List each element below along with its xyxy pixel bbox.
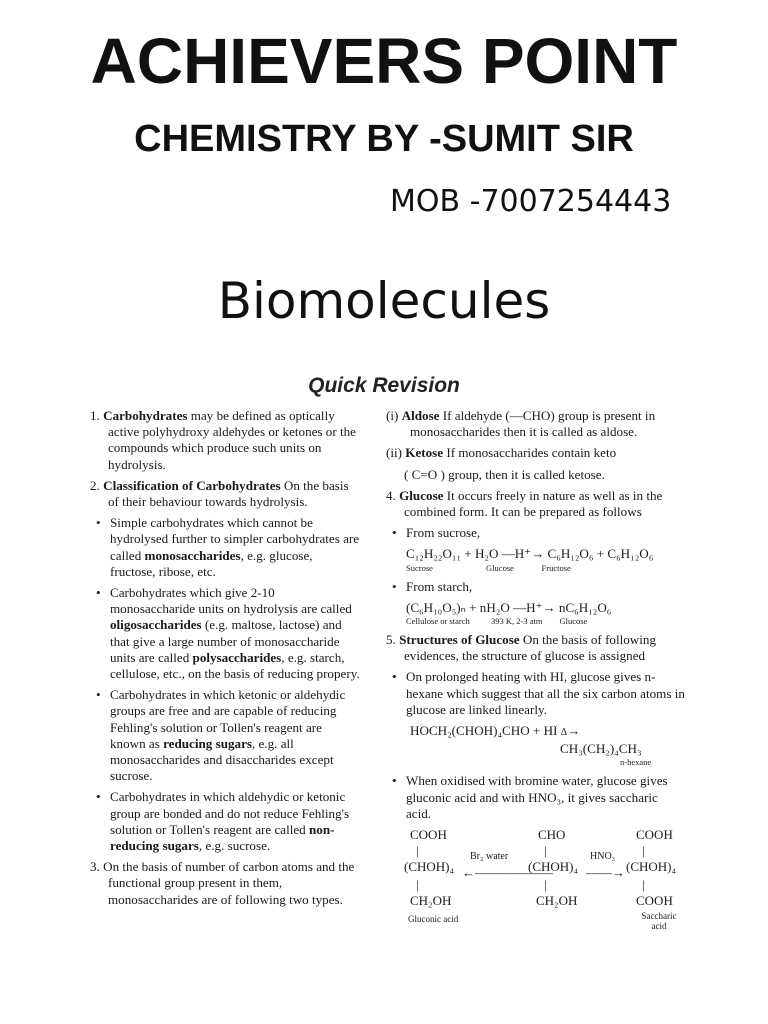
bullet-hi-heating: • On prolonged heating with HI, glucose gives n-hexane which suggest that all the six carbon atoms in glucose are linked linearly. xyxy=(386,669,686,718)
saccharic-cooh-bottom: COOH xyxy=(636,893,673,909)
bullet-from-sucrose: • From sucrose, xyxy=(386,525,686,541)
equation-hexane: HOCH₂(CHOH)₄CHO + HI Δ→ CH₃(CH₂)₄CH₃ n-hexane xyxy=(410,723,652,768)
mobile-number: MOB -7007254443 xyxy=(390,184,672,219)
ketose-group: ( C=O ) group, then it is called ketose. xyxy=(404,466,605,482)
equation-starch: (C₆H₁₀O₅)ₙ + nH₂O —H⁺→ nC₆H₁₂O₆ Cellulose or starch 393 K, 2-3 atm Glucose xyxy=(406,599,612,627)
right-column xyxy=(386,408,686,945)
gluconic-label: Gluconic acid xyxy=(408,914,459,925)
glucose-ch2oh: CH₂OH xyxy=(536,893,578,909)
saccharic-chain: (CHOH)₄ xyxy=(626,859,677,875)
brand-title: ACHIEVERS POINT xyxy=(90,25,678,97)
left-column xyxy=(90,408,360,913)
glucose-cho: CHO xyxy=(538,827,566,843)
gluconic-ch2oh: CH₂OH xyxy=(410,893,452,909)
oxidation-scheme: COOH CHO COOH | | | (CHOH)₄ (CHOH)₄ (CHOH)₄ Br₂ water ←—————— HNO₃ ——→ | | | CH₂OH CH₂OH COOH Gluconic acid Saccharic acid xyxy=(400,827,686,945)
gluconic-cooh: COOH xyxy=(410,827,447,843)
aldose: (i) Aldose If aldehyde (—CHO) group is present in monosaccharides then it is called as aldose. xyxy=(386,408,656,440)
point-1: 1. Carbohydrates may be defined as optically active polyhydroxy aldehydes or ketones or the compounds which produce such units on hydrolysis. xyxy=(90,408,356,472)
bullet-reducing-sugars: • Carbohydrates in which ketonic or aldehydic groups are free and are capable of reducing Fehling's solution or Tollen's reagent are known as reducing sugars, e.g. all monosaccharides and disaccharides except sucrose. xyxy=(90,687,360,784)
br2-label: Br₂ water xyxy=(470,851,509,863)
bullet-bromine-water: • When oxidised with bromine water, glucose gives gluconic acid and with HNO₃, it gives saccharic acid. xyxy=(386,773,686,822)
point-5: 5. Structures of Glucose On the basis of following evidences, the structure of glucose is assigned xyxy=(386,632,656,664)
bullet-oligosaccharides: • Carbohydrates which give 2-10 monosaccharide units on hydrolysis are called oligosaccharides (e.g. maltose, lactose) and that give a large number of monosaccharide units are called polysaccharides, e.g. starch, cellulose, etc., on the basis of reducing propery. xyxy=(90,585,360,682)
gluconic-chain: (CHOH)₄ xyxy=(404,859,455,875)
point-3: 3. On the basis of number of carbon atoms and the functional group present in them, monosaccharides are of following two types. xyxy=(90,859,355,907)
equation-sucrose: C₁₂H₂₂O₁₁ + H₂O —H⁺→ C₆H₁₂O₆ + C₆H₁₂O₆ Sucrose Glucose Fructose xyxy=(406,546,654,573)
hno3-label: HNO₃ xyxy=(590,851,616,863)
ketose: (ii) Ketose If monosaccharides contain keto xyxy=(386,445,617,461)
subtitle: CHEMISTRY BY -SUMIT SIR xyxy=(134,118,634,160)
section-title: Quick Revision xyxy=(308,374,460,397)
bullet-monosaccharides: • Simple carbohydrates which cannot be hydrolysed further to simpler carbohydrates are called monosaccharides, e.g. glucose, fructose, ribose, etc. xyxy=(90,515,360,580)
saccharic-label: Saccharic acid xyxy=(641,911,677,932)
topic-title: Biomolecules xyxy=(217,272,551,330)
bullet-from-starch: • From starch, xyxy=(386,579,686,595)
glucose-chain: (CHOH)₄ xyxy=(528,859,579,875)
bullet-non-reducing-sugars: • Carbohydrates in which aldehydic or ketonic group are bonded and do not reduce Fehling's solution or Tollen's reagent are called non-reducing sugars, e.g. sucrose. xyxy=(90,789,360,854)
saccharic-cooh-top: COOH xyxy=(636,827,673,843)
point-4: 4. Glucose It occurs freely in nature as well as in the combined form. It can be prepared as follows xyxy=(386,487,663,520)
point-2: 2. Classification of Carbohydrates On the basis of their behaviour towards hydrolysis. xyxy=(90,477,349,510)
